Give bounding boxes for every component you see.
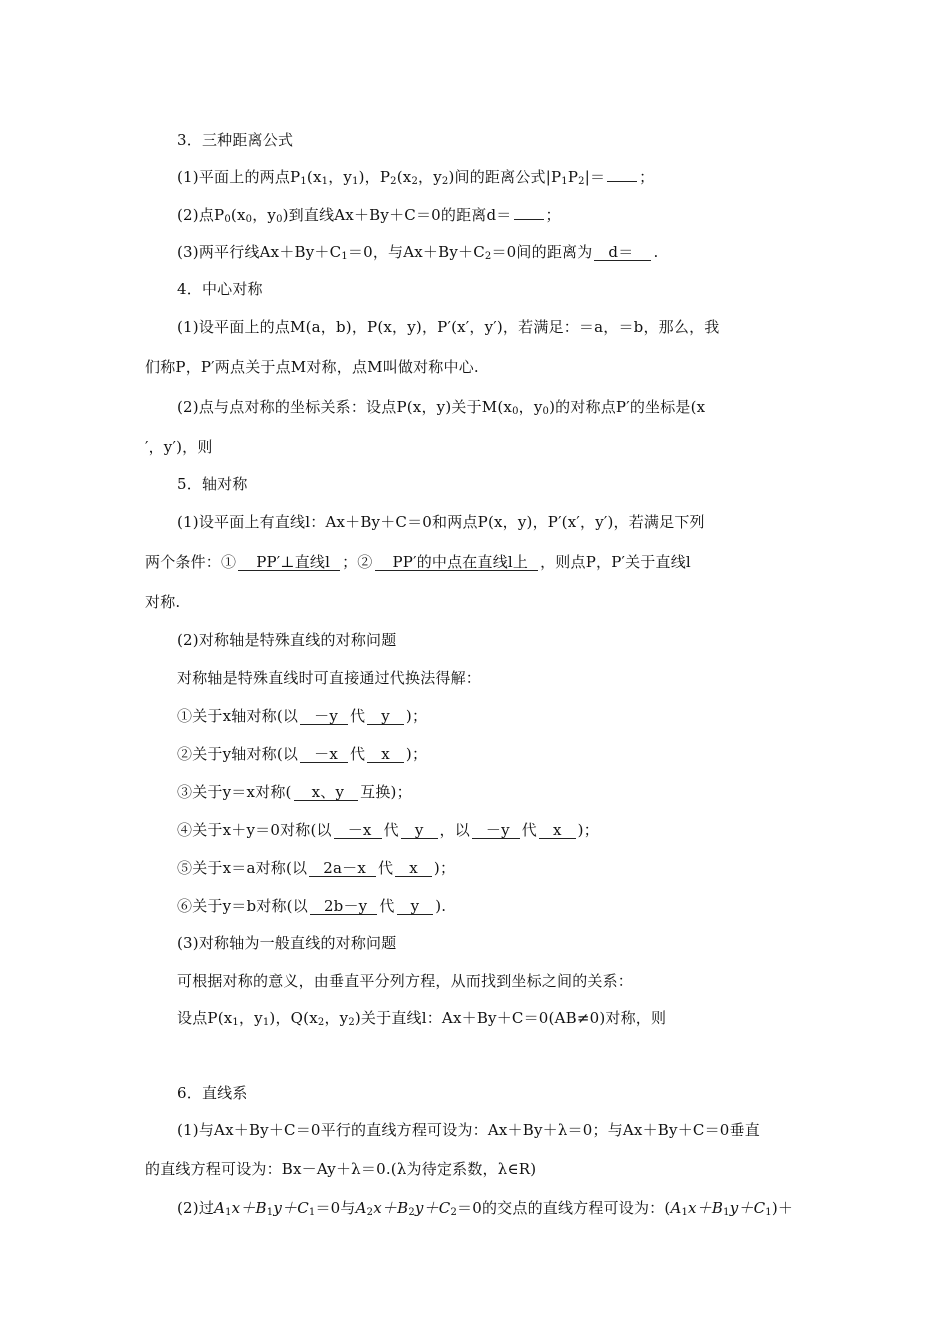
rule-y-axis: ②关于y轴对称(以 －x 代 x )； [177,745,428,763]
axial-symmetry-def-line3: 对称. [145,593,181,611]
axial-symmetry-def-line2: 两个条件：① PP′⊥直线l ；② PP′的中点在直线l上 ，则点P，P′关于直线l [145,553,691,571]
special-axis-heading: (2)对称轴是特殊直线的对称问题 [177,631,397,649]
special-axis-intro: 对称轴是特殊直线时可直接通过代换法得解： [177,669,482,687]
rule-x-axis: ①关于x轴对称(以 －y 代 y )； [177,707,428,725]
fill-blank: PP′的中点在直线l上 [375,554,539,571]
fill-blank [514,219,544,220]
rule-x-plus-y: ④关于x＋y＝0对称(以 －x 代 y ，以 －y 代 x )； [177,821,599,839]
line-family-intersection: (2)过$A_1x+B_1y+C_1=0$与$A_2x+B_2y+C_2=0$的交点的直线方程可设为：$(A_1x+B_1y+C_1)+$ [177,1199,794,1218]
fill-blank [607,181,637,182]
section-4-heading: 4．中心对称 [177,280,263,298]
point-symmetry-line1: (2)点与点对称的坐标关系：设点P(x，y)关于$M(x_0$，$y_0$)的对称点P′的坐标是(x [177,398,706,417]
distance-point-line: (2)点$P_0(x_0$，$y_0$)到直线Ax＋By＋C＝0的距离d＝ ； [177,206,561,225]
rule-x-eq-a: ⑤关于x＝a对称(以 2a－x 代 x )； [177,859,456,877]
line-family-parallel-line1: (1)与Ax＋By＋C＝0平行的直线方程可设为：Ax＋By＋λ＝0；与Ax＋By＋C＝0垂直 [177,1121,760,1139]
general-axis-setup: 设点$P(x_1$，$y_1$)，$Q(x_2$，$y_2$)关于直线l：Ax＋By＋C＝0(AB≠0)对称，则 [177,1009,667,1028]
section-5-heading: 5．轴对称 [177,475,248,493]
rule-y-eq-x: ③关于y＝x对称( x、y 互换)； [177,783,412,801]
rule-y-eq-b: ⑥关于y＝b对称(以 2b－y 代 y ). [177,897,447,915]
line-family-parallel-line2: 的直线方程可设为：Bx－Ay＋λ＝0.(λ为待定系数，λ∈R) [145,1160,537,1178]
central-symmetry-def-line2: 们称P，P′两点关于点M对称，点M叫做对称中心. [145,358,479,376]
fill-blank: PP′⊥直线l [238,554,340,571]
distance-parallel-lines: (3)两平行线$Ax+By+C_1=0$，与$Ax+By+C_2=0$间的距离为 d＝ . [177,243,659,262]
point-symmetry-line2: ′，y′)，则 [145,438,213,456]
fill-blank: d＝ [594,244,651,261]
central-symmetry-def-line1: (1)设平面上的点M(a，b)，P(x，y)，P′(x′，y′)，若满足：＝a，＝b，那么，我 [177,318,720,336]
section-6-heading: 6．直线系 [177,1084,248,1102]
general-axis-heading: (3)对称轴为一般直线的对称问题 [177,934,397,952]
section-3-heading: 3．三种距离公式 [177,131,294,149]
distance-two-points: (1)平面上的两点$P_1(x_1$，$y_1$)，$P_2(x_2$，$y_2$)间的距离公式$|P_1P_2|=$ ； [177,168,655,187]
general-axis-intro: 可根据对称的意义，由垂直平分列方程，从而找到坐标之间的关系： [177,972,634,990]
axial-symmetry-def-line1: (1)设平面上有直线l：Ax＋By＋C＝0和两点P(x，y)，P′(x′，y′)，若满足下列 [177,513,705,531]
